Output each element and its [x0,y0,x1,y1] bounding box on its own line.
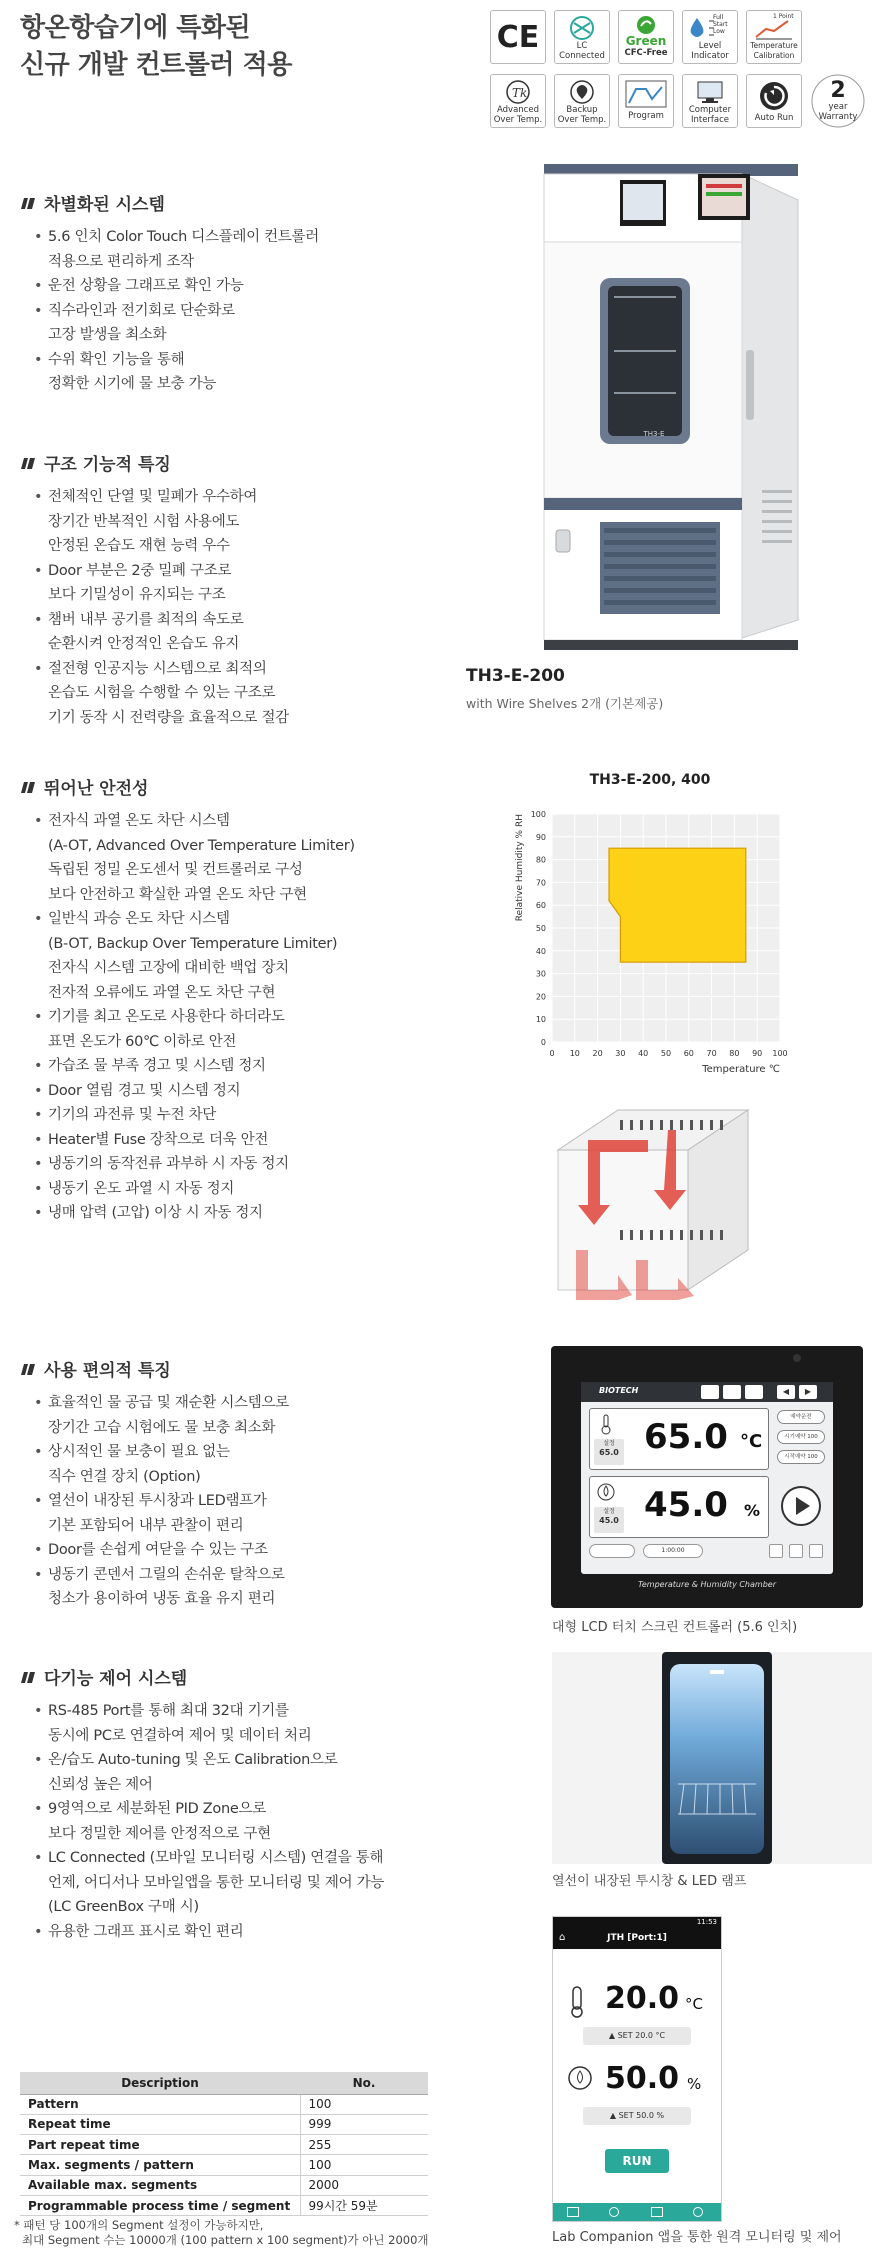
humidity-unit: % [744,1501,761,1520]
title-line-2: 신규 개발 컨트롤러 적용 [20,50,292,80]
brand-logo: BIOTECH [599,1386,639,1395]
screen-topbar [581,1382,833,1402]
thermometer-icon [567,1985,587,2019]
airflow-diagram [548,1100,760,1300]
humidity-gauge-icon [596,1481,616,1503]
status-indicator [589,1544,635,1558]
humidity-value: 45.0 [644,1485,728,1525]
table-row: Max. segments / pattern 100 [20,2155,428,2175]
title-line-1: 항온항습기에 특화된 [20,13,251,43]
advanced-over-temp-icon [504,79,532,105]
list-item: • Door 열림 경고 및 시스템 정지 [32,1079,470,1104]
start-reserve-button[interactable]: 시작예약 100 [777,1450,825,1464]
wire-shelf-icon [670,1664,764,1854]
pencil-mark-icon [20,1670,36,1684]
list-item: • 상시적인 물 보충이 필요 없는 직수 연결 장치 (Option) [32,1440,470,1489]
window-caption: 열선이 내장된 투시창 & LED 램프 [552,1874,747,1889]
next-button[interactable]: ▶ [799,1385,817,1399]
section-multi-control [20,1664,490,1944]
backup-over-temp-icon [568,79,596,105]
temperature-value: 65.0 [644,1417,728,1457]
mobile-humidity-unit: % [687,2075,702,2093]
program-icon [624,79,668,109]
list-item: • 기기의 과전류 및 누전 차단 [32,1103,470,1128]
status-icon[interactable] [789,1544,803,1558]
computer-interface-badge: Computer Interface [682,74,738,128]
list-item: • 9영역으로 세분화된 PID Zone으로 보다 정밀한 제어를 안정적으로 구현 [32,1797,490,1846]
mobile-app [552,1916,722,2222]
computer-interface-icon [695,79,725,105]
list-item: • 효율적인 물 공급 및 재순환 시스템으로 장기간 고습 시험에도 물 보충 최소화 [32,1391,470,1440]
page-title [20,10,292,84]
chart-title: TH3-E-200, 400 [589,772,711,788]
phone-status-bar: 11:53 [553,1917,721,1929]
x-tick-label: 30 [615,1049,626,1058]
pencil-mark-icon [20,196,36,210]
section-safety [20,774,470,1226]
lcd-controller [551,1346,863,1608]
backup-over-temp-badge: Backup Over Temp. [554,74,610,128]
mobile-humidity-value: 50.0 [605,2061,680,2096]
temperature-unit: °C [740,1431,763,1452]
y-tick-label: 70 [535,878,546,888]
section-heading: 사용 편의적 특징 [20,1356,470,1381]
table-row: Available max. segments 2000 [20,2175,428,2195]
list-item: • 온/습도 Auto-tuning 및 온도 Calibration으로 신뢰성 높은 제어 [32,1748,490,1797]
list-item: • 냉동기 온도 과열 시 자동 정지 [32,1177,470,1202]
list-item: • 챔버 내부 공기를 최적의 속도로 순환시켜 안정적인 온습도 유지 [32,608,460,657]
x-tick-label: 40 [638,1049,649,1058]
list-item: • 절전형 인공지능 시스템으로 최적의 온습도 시험을 수행할 수 있는 구조로 기기 동작 시 전력량을 효율적으로 절감 [32,657,460,731]
y-axis-label: Relative Humidity % RH [515,814,525,922]
feature-list [32,485,460,730]
mobile-temperature-set[interactable]: ▲ SET 20.0 °C [583,2027,691,2045]
status-icon[interactable] [769,1544,783,1558]
column-header-number: No. [300,2072,428,2094]
list-item: • RS-485 Port를 통해 최대 32대 기기를 동시에 PC로 연결하여 제어 및 데이터 처리 [32,1699,490,1748]
y-tick-label: 0 [540,1038,546,1047]
section-heading: 구조 기능적 특징 [20,450,460,475]
list-item: • Door를 손쉽게 여닫을 수 있는 구조 [32,1538,470,1563]
list-item: • 가습조 물 부족 경고 및 시스템 정지 [32,1054,470,1079]
y-tick-label: 90 [535,832,546,842]
table-header-row [20,2072,428,2094]
section-heading: 차별화된 시스템 [20,190,460,215]
auto-run-icon [757,79,791,113]
chamber-illustration [530,160,810,660]
temperature-calibration-badge: 1 Point Temperature Calibration [746,10,802,64]
list-item: • Heater별 Fuse 장착으로 더욱 안전 [32,1128,470,1153]
list-item: • 5.6 인치 Color Touch 디스플레이 컨트롤러 적용으로 편리하게 조작 [32,225,460,274]
camera-dot [793,1354,801,1362]
section-structural-features [20,450,460,730]
advanced-over-temp-badge: Tk Advanced Over Temp. [490,74,546,128]
humidity-set-box[interactable]: 설정 45.0 [594,1507,624,1533]
home-icon[interactable]: ⌂ [559,1932,566,1943]
controller-caption: 대형 LCD 터치 스크린 컨트롤러 (5.6 인치) [552,1620,798,1635]
list-item: • 열선이 내장된 투시창과 LED램프가 기본 포함되어 내부 관찰이 편리 [32,1489,470,1538]
x-tick-label: 10 [569,1049,580,1058]
table-row: Pattern 100 [20,2094,428,2114]
svg-text:Tk: Tk [512,86,528,100]
product-subtitle: with Wire Shelves 2개 (기본제공) [466,696,664,711]
x-tick-label: 50 [660,1049,672,1058]
x-axis-label: Temperature ℃ [702,1064,780,1075]
list-item: • Door 부분은 2중 밀폐 구조로 보다 기밀성이 유지되는 구조 [32,559,460,608]
product-model: TH3-E-200 [466,666,565,686]
list-item: • 냉동기의 동작전류 과부하 시 자동 정지 [32,1152,470,1177]
level-indicator-badge: Full Start Low Level Indicator [682,10,738,64]
table-row: Part repeat time 255 [20,2135,428,2155]
y-tick-label: 10 [535,1015,546,1025]
prev-button[interactable]: ◀ [777,1385,795,1399]
section-heading: 뛰어난 안전성 [20,774,470,799]
timer-readout: 1:00:00 [643,1544,703,1558]
temperature-set-box[interactable]: 설정 65.0 [594,1439,624,1465]
play-icon [783,1488,819,1524]
table-row: Repeat time 999 [20,2114,428,2134]
window-led-photo [552,1652,872,1864]
list-item: • 운전 상황을 그래프로 확인 가능 [32,274,460,299]
reservation-button[interactable]: 예약운전 [777,1410,825,1424]
thermometer-icon [596,1413,616,1435]
green-cfc-free-icon [635,15,657,35]
product-image [530,160,810,660]
x-tick-label: 80 [729,1049,740,1058]
list-item: • 전체적인 단열 및 밀폐가 우수하여 장기간 반복적인 시험 사용에도 안정된 온습도 재현 능력 우수 [32,485,460,559]
x-tick-label: 90 [752,1049,763,1058]
list-item: • 냉매 압력 (고압) 이상 시 자동 정지 [32,1201,470,1226]
y-tick-label: 80 [535,855,546,865]
program-badge: Program [618,74,674,128]
door-model-label: TH3-E [643,430,665,438]
list-item: • 유용한 그래프 표시로 확인 편리 [32,1920,490,1945]
y-tick-label: 60 [535,901,546,911]
feature-list [32,1391,470,1612]
nav-item[interactable] [693,2207,703,2217]
ce-badge [490,10,546,64]
status-bar [589,1544,825,1558]
x-tick-label: 20 [592,1049,603,1058]
mobile-temperature-unit: °C [685,1995,703,2013]
mobile-caption: Lab Companion 앱을 통한 원격 모니터링 및 제어 [552,2230,842,2245]
lc-connected-badge: LC Connected [554,10,610,64]
humidity-gauge-icon [567,2065,593,2091]
pencil-mark-icon [20,1362,36,1376]
status-icon[interactable] [809,1544,823,1558]
lcd-screen [581,1382,833,1574]
feature-list [32,225,460,397]
green-cfc-free-badge: Green CFC-Free [618,10,674,64]
ce-mark-icon: CE [496,20,540,55]
column-header-description: Description [20,2072,300,2094]
list-item: • 수위 확인 기능을 통해 정확한 시기에 물 보충 가능 [32,348,460,397]
y-tick-label: 20 [535,992,546,1002]
operating-range-region [609,848,746,962]
x-tick-label: 70 [706,1049,717,1058]
y-tick-label: 30 [535,969,546,979]
x-tick-label: 0 [549,1049,555,1058]
x-tick-label: 60 [683,1049,694,1058]
topbar-button[interactable] [701,1385,719,1399]
list-item: • 냉동기 콘덴서 그릴의 손쉬운 탈착으로 청소가 용이하여 냉동 효율 유지 편리 [32,1563,470,1612]
chamber-control-screen [698,174,750,220]
table-row: Programmable process time / segment 99시간 59분 [20,2195,428,2215]
nav-item[interactable] [609,2207,619,2217]
lcd-footer-label: Temperature & Humidity Chamber [637,1580,776,1589]
section-convenience [20,1356,470,1612]
section-differentiated-system [20,190,460,397]
y-tick-label: 40 [535,946,546,956]
section-heading: 다기능 제어 시스템 [20,1664,490,1689]
mobile-humidity-set[interactable]: ▲ SET 50.0 % [583,2107,691,2125]
feature-list [32,809,470,1226]
home-button[interactable] [723,1385,741,1399]
table-note: * 패턴 당 100개의 Segment 설정이 가능하지만, 최대 Segment 수는 10000개 (100 pattern x 100 segment)가 아닌 2000개 [14,2218,429,2247]
mobile-temperature-value: 20.0 [605,1981,680,2016]
humidity-panel[interactable] [589,1476,769,1538]
x-tick-label: 100 [772,1049,788,1058]
pencil-mark-icon [20,456,36,470]
temperature-humidity-range-chart [500,800,800,1080]
lc-connected-icon [568,15,596,41]
warranty-badge: 2 year Warranty [810,74,866,128]
y-tick-label: 50 [535,924,546,933]
temperature-panel[interactable] [589,1408,769,1470]
pencil-mark-icon [20,780,36,794]
app-header: ⌂ JTH [Port:1] [553,1929,721,1949]
y-tick-label: 100 [530,810,546,819]
airflow-illustration [548,1100,760,1300]
play-button[interactable] [781,1486,821,1526]
app-bottom-nav [553,2203,721,2221]
list-item: • 일반식 과승 온도 차단 시스템 (B-OT, Backup Over Temperature Limiter) 전자식 시스템 고장에 대비한 백업 장치 전자적 오류에도 과열 온도 차단 구현 [32,907,470,1005]
feature-list [32,1699,490,1944]
graph-button[interactable] [745,1385,763,1399]
list-item: • 직수라인과 전기회로 단순화로 고장 발생을 최소화 [32,299,460,348]
list-item: • LC Connected (모바일 모니터링 시스템) 연결을 통해 언제, 어디서나 모바일앱을 통한 모니터링 및 제어 가능 (LC GreenBox 구매 시) [32,1846,490,1920]
run-button[interactable]: RUN [605,2149,669,2173]
program-spec-table [20,2072,428,2216]
nav-item[interactable] [567,2207,579,2217]
timer-reserve-button[interactable]: 시기예약 100 [777,1430,825,1444]
auto-run-badge: Auto Run [746,74,802,128]
nav-item[interactable] [651,2207,663,2217]
list-item: • 전자식 과열 온도 차단 시스템 (A-OT, Advanced Over Temperature Limiter) 독립된 정밀 온도센서 및 컨트롤러로 구성 보다 안전하고 확실한 과열 온도 차단 구현 [32,809,470,907]
list-item: • 기기를 최고 온도로 사용한다 하더라도 표면 온도가 60℃ 이하로 안전 [32,1005,470,1054]
